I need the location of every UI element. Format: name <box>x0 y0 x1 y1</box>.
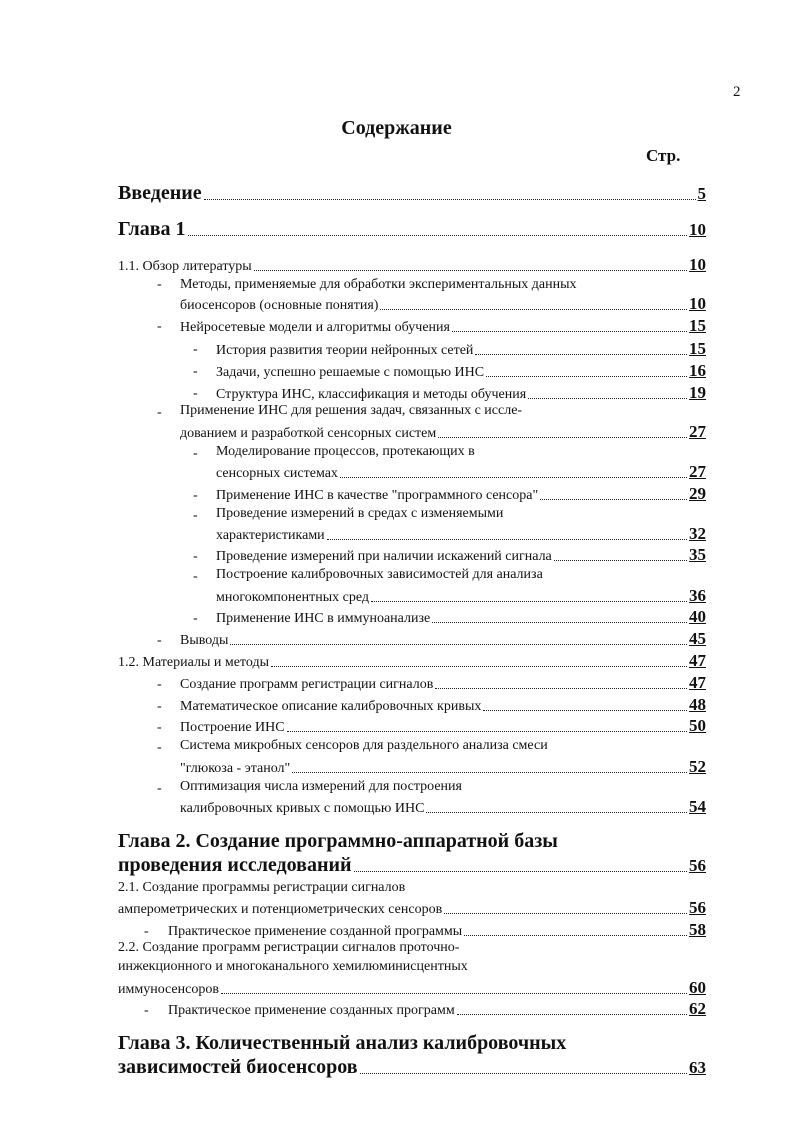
toc-leader <box>540 499 687 500</box>
toc-leader <box>271 666 687 667</box>
toc-entry-text-line1: 2.1. Создание программы регистрации сигналов <box>118 880 406 895</box>
toc-entry-page: 47 <box>689 673 706 692</box>
toc-entry-text: Практическое применение созданной программы <box>168 924 463 940</box>
toc-entry[interactable] <box>216 608 706 627</box>
toc-entry-text-line1: Построение калибровочных зависимостей для анализа <box>216 567 543 582</box>
toc-entry[interactable] <box>180 630 706 649</box>
toc-leader <box>426 812 687 813</box>
toc-entry-text: Построение ИНС <box>180 720 285 736</box>
toc-entry[interactable] <box>216 587 706 606</box>
page-number: 2 <box>733 84 741 100</box>
toc-entry[interactable] <box>216 525 706 544</box>
toc-bullet: - <box>157 677 162 692</box>
toc-entry[interactable] <box>168 1000 706 1019</box>
toc-entry-page: 40 <box>689 607 706 626</box>
toc-leader <box>438 437 687 438</box>
toc-entry-page: 36 <box>689 586 706 605</box>
toc-leader <box>230 644 687 645</box>
toc-entry-page: 56 <box>689 898 706 917</box>
toc-entry-page: 60 <box>689 978 706 997</box>
toc-bullet: - <box>157 405 162 420</box>
toc-entry-text: Применение ИНС в качестве "программного сенсора" <box>216 488 539 504</box>
toc-leader <box>528 398 687 399</box>
toc-entry-text-line1: Система микробных сенсоров для раздельного анализа смеси <box>180 738 548 753</box>
toc-entry-page: 29 <box>689 484 706 503</box>
toc-entry[interactable] <box>216 546 706 565</box>
toc-entry-text-line1: Методы, применяемые для обработки экспериментальных данных <box>180 277 577 292</box>
toc-entry[interactable] <box>180 295 706 314</box>
toc-entry[interactable] <box>118 1056 706 1078</box>
toc-bullet: - <box>144 1003 149 1018</box>
toc-leader <box>340 477 687 478</box>
toc-entry-text: многокомпонентных сред <box>216 590 370 606</box>
toc-leader <box>354 871 687 872</box>
toc-entry[interactable] <box>118 979 706 998</box>
toc-entry-page: 27 <box>689 462 706 481</box>
toc-entry-text: Применение ИНС в иммуноанализе <box>216 611 431 627</box>
toc-leader <box>554 560 687 561</box>
toc-bullet: - <box>193 549 198 564</box>
toc-bullet: - <box>193 386 198 401</box>
toc-bullet: - <box>193 342 198 357</box>
toc-bullet: - <box>157 781 162 796</box>
toc-entry-text: зависимостей биосенсоров <box>118 1056 358 1078</box>
toc-entry[interactable] <box>180 674 706 693</box>
toc-entry-text: История развития теории нейронных сетей <box>216 343 474 359</box>
toc-bullet: - <box>157 699 162 714</box>
toc-entry[interactable] <box>180 423 706 442</box>
toc-entry-page: 47 <box>689 651 706 670</box>
toc-entry-text: Выводы <box>180 633 229 649</box>
toc-entry-page: 10 <box>689 255 706 274</box>
toc-entry-text: амперометрических и потенциометрических сенсоров <box>118 902 443 918</box>
toc-bullet: - <box>193 488 198 503</box>
toc-entry-text: биосенсоров (основные понятия) <box>180 298 379 314</box>
toc-bullet: - <box>193 611 198 626</box>
toc-bullet: - <box>144 924 149 939</box>
toc-leader <box>457 1014 687 1015</box>
toc-entry-text: Структура ИНС, классификация и методы обучения <box>216 387 527 403</box>
toc-leader <box>327 539 687 540</box>
toc-bullet: - <box>193 446 198 461</box>
toc-entry-page: 5 <box>697 184 706 204</box>
toc-entry-page: 62 <box>689 999 706 1018</box>
toc-entry-text-line1: 2.2. Создание программ регистрации сигналов проточно- <box>118 940 460 955</box>
toc-leader <box>464 935 687 936</box>
toc-entry[interactable] <box>118 652 706 671</box>
toc-leader <box>435 688 687 689</box>
toc-entry-text: сенсорных системах <box>216 466 338 482</box>
toc-leader <box>380 309 687 310</box>
toc-entry-page: 50 <box>689 716 706 735</box>
toc-entry-text: Задачи, успешно решаемые с помощью ИНС <box>216 365 485 381</box>
toc-entry-text: Глава 1 <box>118 218 186 240</box>
toc-bullet: - <box>157 720 162 735</box>
toc-leader <box>432 622 687 623</box>
toc-entry-text: проведения исследований <box>118 854 352 876</box>
toc-entry-text: иммуносенсоров <box>118 982 219 998</box>
toc-entry[interactable] <box>118 256 706 275</box>
toc-entry[interactable] <box>118 182 706 204</box>
toc-entry-page: 32 <box>689 524 706 543</box>
toc-bullet: - <box>157 277 162 292</box>
toc-bullet: - <box>157 740 162 755</box>
toc-entry-page: 10 <box>689 294 706 313</box>
toc-entry-text: калибровочных кривых с помощью ИНС <box>180 801 425 817</box>
toc-leader <box>444 913 687 914</box>
toc-entry-page: 63 <box>689 1058 706 1078</box>
toc-leader <box>360 1073 687 1074</box>
toc-bullet: - <box>193 569 198 584</box>
toc-entry-page: 27 <box>689 422 706 441</box>
toc-entry[interactable] <box>180 717 706 736</box>
toc-entry[interactable] <box>180 696 706 715</box>
toc-entry[interactable] <box>118 854 706 876</box>
toc-entry-text-line1: Оптимизация числа измерений для построения <box>180 779 462 794</box>
toc-entry[interactable] <box>118 899 706 918</box>
toc-entry-text: Математическое описание калибровочных кривых <box>180 699 482 715</box>
toc-entry-page: 35 <box>689 545 706 564</box>
toc-entry[interactable] <box>180 798 706 817</box>
toc-entry-text: Нейросетевые модели и алгоритмы обучения <box>180 320 450 336</box>
toc-entry-text: Проведение измерений при наличии искажений сигнала <box>216 549 552 565</box>
toc-entry-text: Создание программ регистрации сигналов <box>180 677 434 693</box>
toc-leader <box>287 731 687 732</box>
toc-entry[interactable] <box>180 758 706 777</box>
toc-entry-text: "глюкоза - этанол" <box>180 761 291 777</box>
toc-entry-page: 19 <box>689 383 706 402</box>
toc-leader <box>371 601 687 602</box>
toc-entry-page: 58 <box>689 920 706 939</box>
toc-bullet: - <box>193 364 198 379</box>
toc-entry-text: дованием и разработкой сенсорных систем <box>180 426 437 442</box>
toc-entry-page: 48 <box>689 695 706 714</box>
toc-entry[interactable] <box>168 921 706 940</box>
toc-entry-text-line1: Моделирование процессов, протекающих в <box>216 444 475 459</box>
toc-entry-text: Введение <box>118 182 202 204</box>
toc-entry-text: Практическое применение созданных программ <box>168 1003 455 1019</box>
toc-leader <box>486 376 687 377</box>
page-column-label: Стр. <box>646 146 681 165</box>
toc-entry-page: 56 <box>689 856 706 876</box>
toc-leader <box>483 710 687 711</box>
toc-bullet: - <box>193 508 198 523</box>
toc-entry-text-line1: Проведение измерений в средах с изменяемыми <box>216 506 504 521</box>
toc-entry-text-line1: Глава 2. Создание программно-аппаратной базы <box>118 830 558 852</box>
toc-leader <box>475 354 687 355</box>
toc-entry-text-line2: инжекционного и многоканального хемилюминисцентных <box>118 959 468 974</box>
toc-leader <box>188 235 688 236</box>
toc-entry[interactable] <box>216 362 706 381</box>
toc-entry[interactable] <box>216 384 706 403</box>
toc-leader <box>254 270 687 271</box>
toc-leader <box>204 199 696 200</box>
toc-entry[interactable] <box>216 485 706 504</box>
page-title: Содержание <box>341 117 452 139</box>
toc-entry-page: 45 <box>689 629 706 648</box>
toc-entry-text-line1: Применение ИНС для решения задач, связанных с иссле- <box>180 403 523 418</box>
toc-entry[interactable] <box>216 463 706 482</box>
toc-entry-page: 15 <box>689 339 706 358</box>
toc-entry-text: 1.1. Обзор литературы <box>118 259 252 275</box>
toc-entry-text: 1.2. Материалы и методы <box>118 655 269 671</box>
toc-entry[interactable] <box>216 340 706 359</box>
toc-leader <box>292 772 687 773</box>
toc-leader <box>452 331 687 332</box>
toc-entry-text: характеристиками <box>216 528 325 544</box>
toc-entry-page: 52 <box>689 757 706 776</box>
toc-bullet: - <box>157 319 162 334</box>
toc-entry[interactable] <box>180 317 706 336</box>
toc-entry[interactable] <box>118 218 706 240</box>
toc-entry-page: 16 <box>689 361 706 380</box>
toc-entry-page: 54 <box>689 797 706 816</box>
toc-entry-text-line1: Глава 3. Количественный анализ калибровочных <box>118 1032 567 1054</box>
toc-leader <box>221 993 687 994</box>
toc-entry-page: 10 <box>689 220 706 240</box>
toc-entry-page: 15 <box>689 316 706 335</box>
toc-bullet: - <box>157 633 162 648</box>
